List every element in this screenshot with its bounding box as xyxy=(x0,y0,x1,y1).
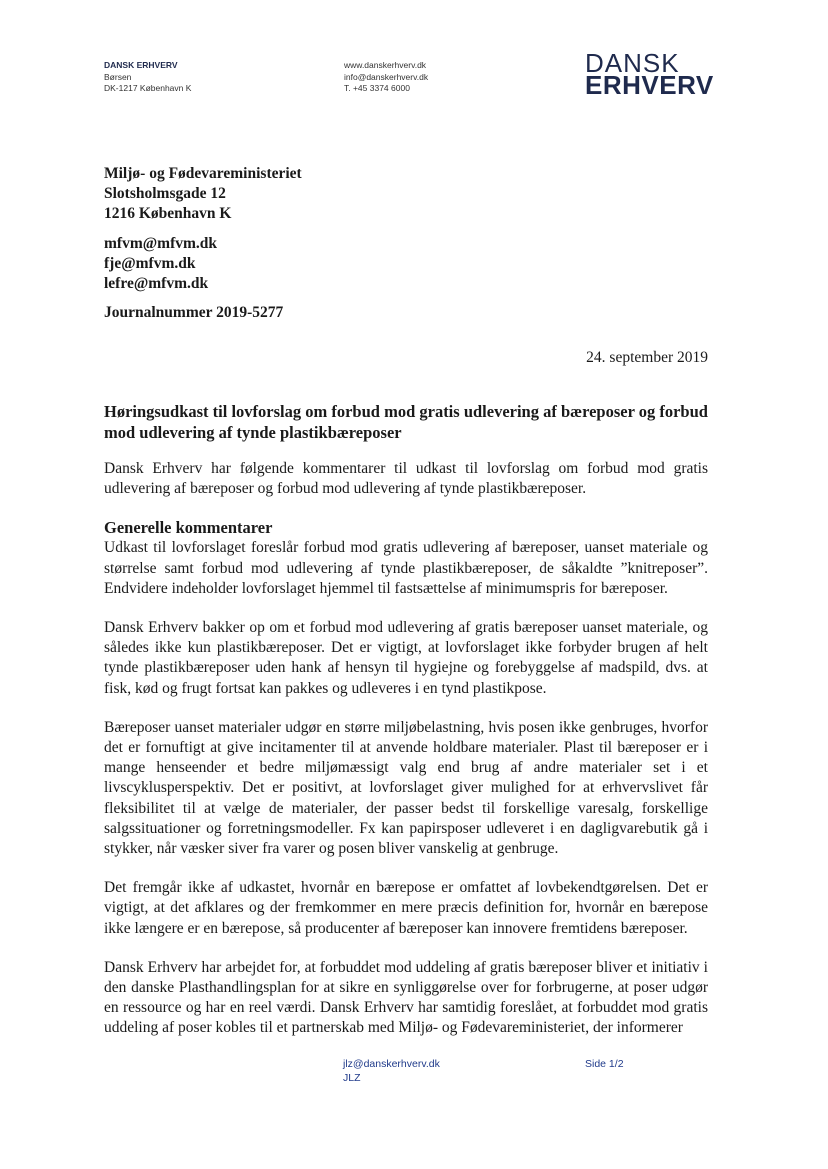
sender-contact xyxy=(344,60,428,95)
recipient-address xyxy=(104,164,302,224)
body-paragraph: Dansk Erhverv bakker op om et forbud mod udlevering af gratis bæreposer uanset materiale, og således ikke kun plastikbæreposer. Det er vigtigt, at lovforslaget ikke forbyder brugen af helt tynde plastikbæreposer uden hank af hensyn til hygiejne og forebyggelse af madspild, dvs. at fisk, kød og frugt fortsat kan pakkes og udleveres i en tynd plastikpose. xyxy=(104,619,708,697)
letter-body xyxy=(104,402,708,1058)
logo-line-2: ERHVERV xyxy=(585,70,714,100)
dansk-erhverv-logo xyxy=(585,48,714,100)
body-paragraph: Bæreposer uanset materialer udgør en større miljøbelastning, hvis posen ikke genbruges, hvorfor det er fornuftigt at give incitamenter til at anvende holdbare materialer. Plast til bæreposer er i mange henseender et bedre miljømæssigt valg end brug af andre materialer set i et livscyklusperspektiv. Det er positivt, at lovforslaget giver mulighed for at erhvervslivet får fleksibilitet til at vælge de materialer, der passer bedst til forskellige varesalg, forskellige salgssituationer og forretningsmodeller. Fx kan papirsposer udleveret i en dagligvarebutik gå i stykker, når væsker siver fra varer og posen bliver vanskelig at genbruge. xyxy=(104,718,708,858)
sender-name: DANSK ERHVERV xyxy=(104,60,178,70)
footer-initials: JLZ xyxy=(343,1072,361,1084)
sender-web: www.danskerhverv.dk xyxy=(344,60,427,70)
recipient-city: 1216 København K xyxy=(104,205,232,222)
sender-email: info@danskerhverv.dk xyxy=(344,71,429,82)
recipient-email: lefre@mfvm.dk xyxy=(104,275,209,292)
sender-building: Børsen xyxy=(104,71,132,82)
footer-contact xyxy=(343,1057,440,1085)
letter-title: Høringsudkast til lovforslag om forbud mod gratis udlevering af bæreposer og forbud mod udlevering af tynde plastikbæreposer xyxy=(104,402,708,442)
sender-city: DK-1217 København K xyxy=(104,83,192,93)
intro-paragraph: Dansk Erhverv har følgende kommentarer til udkast til lovforslag om forbud mod gratis udlevering af bæreposer og forbud mod udlevering af tynde plastikbæreposer. xyxy=(104,460,708,498)
sender-address xyxy=(104,60,191,95)
recipient-email: mfvm@mfvm.dk xyxy=(104,235,218,252)
body-paragraph: Dansk Erhverv har arbejdet for, at forbuddet mod uddeling af gratis bæreposer bliver et initiativ i den danske Plasthandlingsplan for at sikre en synliggørelse over for forbrugerne, at poser udgør en ressource og har en reel værdi. Dansk Erhverv har samtidig foreslået, at forbuddet mod gratis uddeling af poser kobles til et partnerskab med Miljø- og Fødevareministeriet, der informerer xyxy=(104,958,708,1037)
body-paragraph: Det fremgår ikke af udkastet, hvornår en bærepose er omfattet af lovbekendtgørelsen. Det er vigtigt, at det afklares og der fremkommer en mere præcis definition for, hvornår en bærepose ikke længere er en bærepose, så producenter af bæreposer kan innovere fremtidens bæreposer. xyxy=(104,879,708,937)
recipient-email: fje@mfvm.dk xyxy=(104,255,196,272)
body-paragraph: Udkast til lovforslaget foreslår forbud mod gratis udlevering af bæreposer, uanset materiale og størrelse samt forbud mod udlevering af tynde plastikbæreposer, de såkaldte ”knitreposer”. Endvidere indeholder lovforslaget hjemmel til fastsættelse af minimumspris for bæreposer. xyxy=(104,539,708,597)
logo-line-1: DANSK xyxy=(585,48,680,78)
journal-number: Journalnummer 2019-5277 xyxy=(104,304,284,321)
recipient-name: Miljø- og Fødevareministeriet xyxy=(104,165,302,182)
recipient-street: Slotsholmsgade 12 xyxy=(104,185,226,202)
page-number: Side 1/2 xyxy=(585,1058,624,1070)
recipient-emails xyxy=(104,234,217,294)
sender-phone: T. +45 3374 6000 xyxy=(344,83,410,93)
section-heading: Generelle kommentarer xyxy=(104,518,273,538)
footer-email: jlz@danskerhverv.dk xyxy=(343,1058,440,1070)
letter-date: 24. september 2019 xyxy=(586,349,708,366)
